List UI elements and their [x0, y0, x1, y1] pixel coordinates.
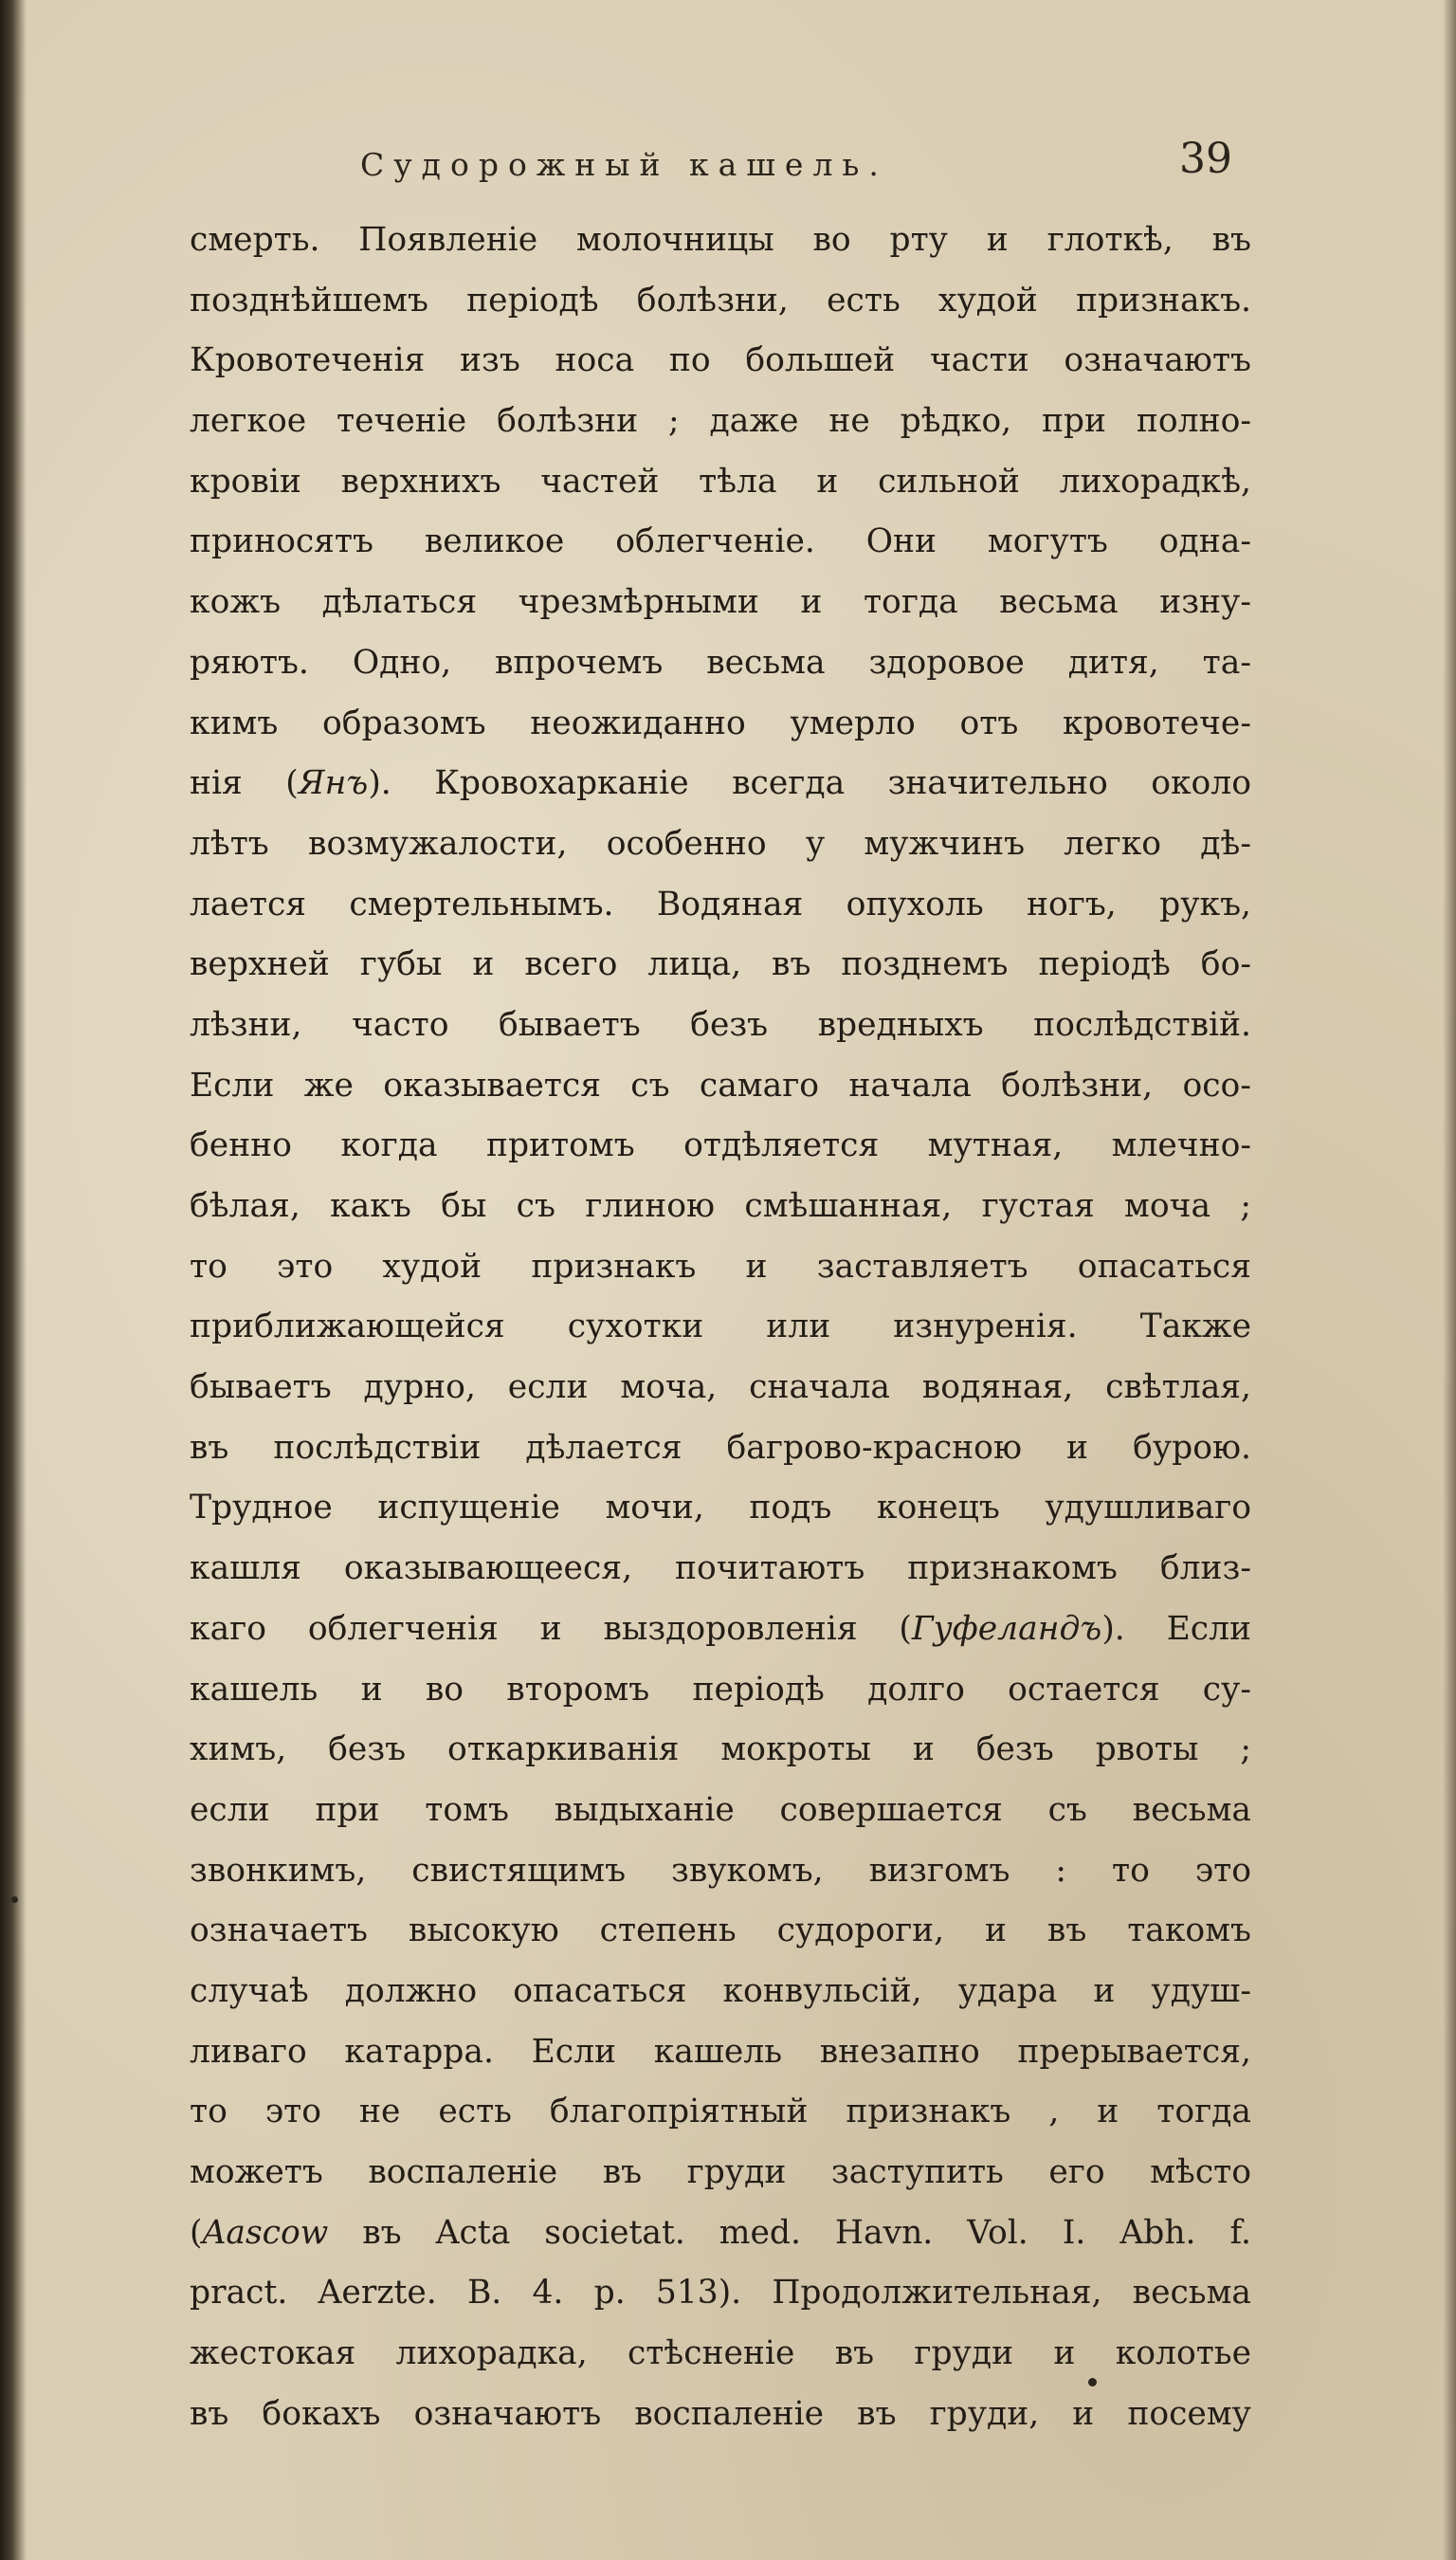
- cited-author: Янъ: [298, 764, 369, 803]
- text-line: приносятъ великое облегченіе. Они могутъ одна-: [190, 522, 1251, 561]
- text-line: приближающейся сухотки или изнуренія. Также: [190, 1307, 1251, 1346]
- text-line: легкое теченіе болѣзни ; даже не рѣдко, при полно-: [190, 402, 1251, 441]
- text-line: pract. Aerzte. B. 4. p. 513). Продолжительная, весьма: [190, 2274, 1251, 2313]
- text-line: кожъ дѣлаться чрезмѣрными и тогда весьма изну-: [190, 583, 1251, 622]
- running-head: Судорожный кашель.: [360, 146, 888, 183]
- text-line: лается смертельнымъ. Водяная опухоль ногъ, рукъ,: [190, 885, 1251, 923]
- text-line: то это не есть благопріятный признакъ , и тогда: [190, 2093, 1251, 2131]
- text-line: ливаго катарра. Если кашель внезапно прерывается,: [190, 2032, 1251, 2071]
- binding-shadow: [0, 0, 27, 2560]
- text-line: химъ, безъ откаркиванія мокроты и безъ рвоты ;: [190, 1730, 1251, 1769]
- text-line: бѣлая, какъ бы съ глиною смѣшанная, густая моча ;: [190, 1187, 1251, 1225]
- text-line: то это худой признакъ и заставляетъ опасаться: [190, 1247, 1251, 1286]
- text-line: (Aascow въ Acta societat. med. Havn. Vol. I. Abh. f.: [190, 2213, 1251, 2252]
- ink-speck: [1088, 2378, 1097, 2386]
- text-line: каго облегченія и выздоровленія (Гуфеландъ). Если: [190, 1609, 1251, 1648]
- text-line: кимъ образомъ неожиданно умерло отъ кровотече-: [190, 704, 1251, 742]
- text-line: позднѣйшемъ періодѣ болѣзни, есть худой признакъ.: [190, 281, 1251, 320]
- text-line: бенно когда притомъ отдѣляется мутная, млечно-: [190, 1126, 1251, 1165]
- text-line: въ послѣдствіи дѣлается багрово-красною и бурою.: [190, 1428, 1251, 1467]
- text-line: Трудное испущеніе мочи, подъ конецъ удушливаго: [190, 1489, 1251, 1527]
- cited-author: Aascow: [202, 2213, 329, 2252]
- page-header: [190, 135, 1251, 209]
- text-line: бываетъ дурно, если моча, сначала водяная, свѣтлая,: [190, 1368, 1251, 1407]
- text-line: кровіи верхнихъ частей тѣла и сильной лихорадкѣ,: [190, 462, 1251, 501]
- text-line: смерть. Появленіе молочницы во рту и глоткѣ, въ: [190, 221, 1251, 259]
- text-line: случаѣ должно опасаться конвульсій, удара и удуш-: [190, 1971, 1251, 2010]
- text-line: жестокая лихорадка, стѣсненіе въ груди и колотье: [190, 2334, 1251, 2373]
- text-line: Если же оказывается съ самаго начала болѣзни, осо-: [190, 1066, 1251, 1105]
- text-line: кашля оказывающееся, почитаютъ признакомъ близ-: [190, 1549, 1251, 1588]
- text-line: лѣзни, часто бываетъ безъ вредныхъ послѣдствій.: [190, 1005, 1251, 1044]
- cited-author: Гуфеландъ: [911, 1609, 1102, 1648]
- body-text: [190, 210, 1251, 2444]
- text-line: звонкимъ, свистящимъ звукомъ, визгомъ : то это: [190, 1851, 1251, 1890]
- text-line: въ бокахъ означаютъ воспаленіе въ груди, и посему: [190, 2394, 1251, 2433]
- text-line: лѣтъ возмужалости, особенно у мужчинъ легко дѣ-: [190, 824, 1251, 863]
- text-line: Кровотеченія изъ носа по большей части означаютъ: [190, 341, 1251, 380]
- text-line: можетъ воспаленіе въ груди заступить его мѣсто: [190, 2153, 1251, 2191]
- text-line: кашель и во второмъ періодѣ долго остается су-: [190, 1670, 1251, 1709]
- text-line: верхней губы и всего лица, въ позднемъ періодѣ бо-: [190, 945, 1251, 984]
- page-edge-shadow: [1443, 0, 1456, 2560]
- ink-speck: [11, 1896, 18, 1903]
- page-number: 39: [1179, 135, 1232, 183]
- text-line: нія (Янъ). Кровохарканіе всегда значительно около: [190, 764, 1251, 803]
- text-line: если при томъ выдыханіе совершается съ весьма: [190, 1790, 1251, 1829]
- text-line: означаетъ высокую степень судороги, и въ такомъ: [190, 1911, 1251, 1950]
- text-line: ряютъ. Одно, впрочемъ весьма здоровое дитя, та-: [190, 643, 1251, 682]
